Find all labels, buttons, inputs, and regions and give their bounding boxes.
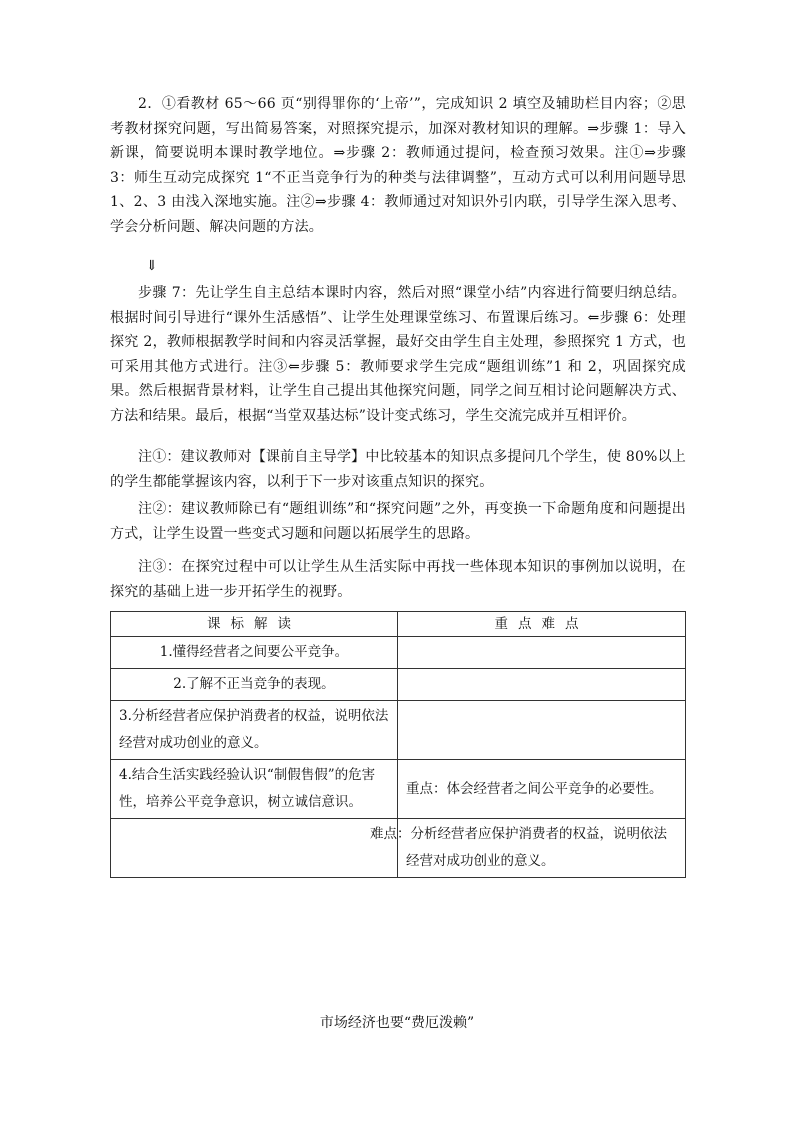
section-title: 市场经济也要“费厄泼赖”	[319, 1015, 475, 1031]
table-cell-empty	[111, 819, 398, 878]
table-cell: 4.结合生活实践经验认识“制假售假”的危害性，培养公平竞争意识，树立诚信意识。	[111, 760, 398, 819]
table-header-row	[111, 612, 686, 637]
table-cell-empty	[398, 637, 686, 669]
down-arrow-icon: ⇓	[146, 258, 158, 274]
note-2: 注②：建议教师除已有“题组训练”和“探究问题”之外，再变换一下命题角度和问题提出方式，让学生设置一些变式习题和问题以拓展学生的思路。	[110, 501, 686, 542]
table-row	[111, 669, 686, 701]
table-cell-empty	[398, 701, 686, 760]
table-row	[111, 637, 686, 669]
standards-table	[110, 611, 686, 878]
table-row	[111, 819, 686, 878]
paragraph-steps-2: 步骤 7：先让学生自主总结本课时内容，然后对照“课堂小结”内容进行简要归纳总结。根据时间引导进行“课外生活感悟”、让学生处理课堂练习、布置课后练习。⇐步骤 6：处理探究 2，教师根据教学时间和内容灵活掌握，最好交由学生自主处理，参照探究 1 方式，也可采用其他方式进行。注③⇐步骤 5：教师要求学生完成“题组训练”1 和 2，巩固探究成果。然后根据背景材料，让学生自己提出其他探究问题，同学之间互相讨论问题解决方式、方法和结果。最后，根据“当堂双基达标”设计变式练习，学生交流完成并互相评价。	[110, 285, 686, 424]
table-row	[111, 701, 686, 760]
key-point-cell: 重点：体会经营者之间公平竞争的必要性。	[398, 760, 686, 819]
table-cell: 3.分析经营者应保护消费者的权益，说明依法经营对成功创业的意义。	[111, 701, 398, 760]
note-3: 注③：在探究过程中可以让学生从生活实际中再找一些体现本知识的事例加以说明，在探究的基础上进一步开拓学生的视野。	[110, 559, 686, 600]
paragraph-steps-1: 2．①看教材 65～66 页“别得罪你的‘上帝’”，完成知识 2 填空及辅助栏目内容；②思考教材探究问题，写出简易答案，对照探究提示，加深对教材知识的理解。⇒步骤 1：导入新课，简要说明本课时教学地位。⇒步骤 2：教师通过提问，检查预习效果。注①⇒步骤 3：师生互动完成探究 1“不正当竞争行为的种类与法律调整”，互动方式可以利用问题导思 1、2、3 由浅入深地实施。注②⇒步骤 4：教师通过对知识外引内联，引导学生深入思考、学会分析问题、解决问题的方法。	[110, 96, 686, 235]
difficult-point-cell: 难点：分析经营者应保护消费者的权益，说明依法经营对成功创业的意义。	[398, 819, 686, 878]
header-key-difficult-points: 重点难点	[398, 612, 686, 637]
header-curriculum-interpretation: 课标解读	[111, 612, 398, 637]
table-cell-empty	[398, 669, 686, 701]
note-1: 注①：建议教师对【课前自主导学】中比较基本的知识点多提问几个学生，使 80%以上的学生都能掌握该内容，以利于下一步对该重点知识的探究。	[110, 449, 686, 490]
table-cell: 1.懂得经营者之间要公平竞争。	[111, 637, 398, 669]
table-row	[111, 760, 686, 819]
table-cell: 2.了解不正当竞争的表现。	[111, 669, 398, 701]
